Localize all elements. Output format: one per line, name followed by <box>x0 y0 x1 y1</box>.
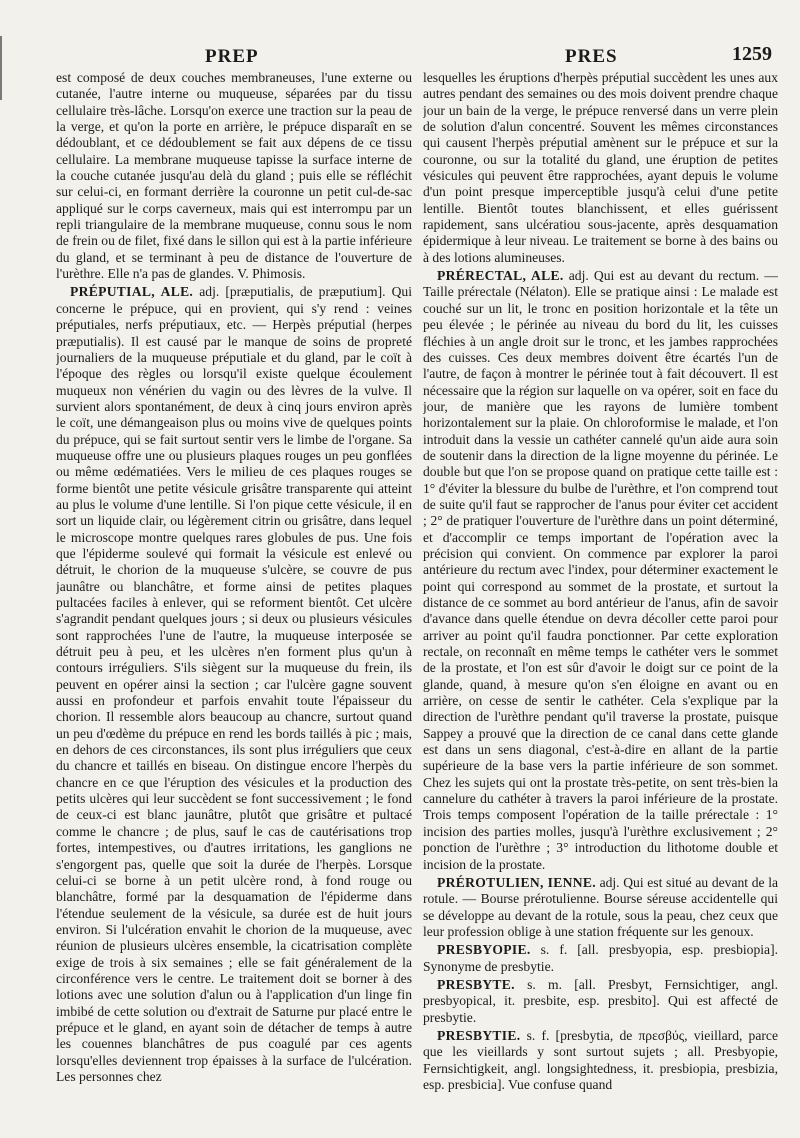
left-column <box>56 70 412 1130</box>
entry-text: adj. [præputialis, de præputium]. Qui concerne le prépuce, qui en provient, qui s'y rend : veines préputiales, nerfs préputiaux, etc. — Herpès préputial (herpes præputialis). Il est causé par le manque de soins de propreté journaliers de la muqueuse préputiale et du gland, par le coït à l'époque des règles ou lorsqu'il existe quelque écoulement muqueux non vénérien du vagin ou des lèvres de la vulve. Il survient alors spontanément, de deux à cinq jours environ après le coït, une démangeaison plus ou moins vive de quelques points du prépuce, qui se fait surtout sentir vers le limbe de l'organe. Sa muqueuse offre une ou plusieurs plaques rouges un peu gonflées ou même œdématiées. Vers le milieu de ces plaques rouges se forme bientôt une petite vésicule grisâtre transparente qui atteint au plus le volume d'une lentille. Si l'on pique cette vésicule, il en sort un liquide clair, ou légèrement citrin ou grisâtre, dans lequel le microscope montre quelques rares globules de pus. Une fois que l'épiderme soulevé qui formait la vésicule est enlevé ou détruit, le chorion de la muqueuse s'ulcère, se couvre de pus jaunâtre ou blanchâtre, et forme ainsi de petites plaques pultacées faciles à enlever, qui se reforment bientôt. Cet ulcère s'agrandit pendant quelques jours ; si deux ou plusieurs vésicules sont rapprochées l'une de l'autre, la muqueuse interposée se détruit peu à peu, et les ulcères n'en forment plus qu'un à contours irréguliers. S'ils siègent sur la muqueuse du frein, ils peuvent en opérer ainsi la section ; car l'ulcère gagne souvent aussi en profondeur et parfois envahit toute l'épaisseur du chorion. Il ressemble alors beaucoup au chancre, surtout quand un peu d'œdème du prépuce en rend les bords taillés à pic ; mais, en dehors de ces circonstances, ils sont plus irréguliers que ceux du chancre et taillés en biseau. On distingue encore l'herpès du chancre en ce que l'éruption des vésicules et la production des petits ulcères qui leur succèdent se font successivement ; le fond de ceux-ci est blanc jaunâtre, plutôt que grisâtre et pultacé comme le chancre ; de plus, sauf le cas de cautérisations trop fortes, intempestives, ou d'autres irritations, les ganglions ne s'engorgent pas, quelle que soit la durée de l'herpès. Lorsque celui-ci se borne à un petit ulcère rond, à fond rouge ou blanchâtre, formé par la desquamation de l'épiderme dans l'étendue seulement de la vésicule, sa durée est de huit jours environ. Si l'ulcération envahit le chorion de la muqueuse, avec réunion de plusieurs ulcères ensemble, la cicatrisation complète exige de trois à six semaines ; elle se fait généralement de la circonférence vers le centre. Le traitement doit se borner à des lotions avec une solution d'alun ou à l'application d'un linge fin imbibé de cette solution ou d'extrait de Saturne pur placé entre le prépuce et le gland, en ayant soin de détacher de temps à autre les couennes blanchâtres de pus coagulé par ces agents lorsqu'elles deviennent trop épaisses à la surface de l'ulcération. Les personnes chez <box>56 284 412 1084</box>
entry-headword: PRESBYTE. <box>437 976 515 992</box>
page-number: 1259 <box>732 43 772 65</box>
entry-text: adj. Qui est au devant du rectum. — Taille prérectale (Nélaton). Elle se pratique ainsi : Le malade est couché sur un lit, le tronc en position horizontale et la tête un peu élevée ; le périnée au niveau du bord du lit, les cuisses fléchies à un angle droit sur le tronc, et les jambes rapprochées des cuisses. Ces deux membres doivent être écartés l'un de l'autre, de façon à montrer le périnée tout à fait découvert. Il est nécessaire que la région sur laquelle on va opérer, soit en face du jour, de manière que les rayons de lumière tombent horizontalement sur la plaie. On chloroformise le malade, et l'on introduit dans la vessie un cathéter cannelé qu'un aide aura soin de soutenir dans la direction de la ligne moyenne du périnée. Le double but que l'on se propose quand on pratique cette taille est : 1° d'éviter la blessure du bulbe de l'urèthre, et l'on comprend tout de suite qu'il faut se rapprocher de l'anus pour éviter cet accident ; 2° de pratiquer l'ouverture de l'urèthre dans un point déterminé, et d'accomplir ce temps important de l'opération avec la précision qui convient. On commence par explorer la paroi antérieure du rectum avec l'index, pour déterminer exactement le point qui correspond au sommet de la prostate, et surtout la distance de ce sommet au bord antérieur de l'anus, afin de savoir d'avance dans quelle étendue on devra décoller cette paroi pour arriver au point qu'il faudra ponctionner. Par cette exploration rectale, on reconnaît en même temps le cathéter vers le sommet de la prostate, et l'on est sûr d'avoir le doigt sur ce point de la glande, quand, à mesure qu'on s'en éloigne en avant ou en arrière, on cesse de sentir le cathéter. Cela s'explique par la direction de l'urèthre pendant qu'il traverse la prostate, puisque Sappey a prouvé que la direction de ce canal dans cette glande est dans un sens diagonal, c'est-à-dire en allant de la partie supérieure de la base vers la partie inférieure de son sommet. Chez les sujets qui ont la prostate très-petite, on sent très-bien la cannelure du cathéter à travers la paroi inférieure de la prostate. Trois temps composent l'opération de la taille prérectale : 1° incision des parties molles, jusqu'à l'urèthre exclusivement ; 2° ponction de l'urèthre ; 3° introduction du lithotome double et incision de la prostate. <box>423 268 778 872</box>
paragraph-text: lesquelles les éruptions d'herpès préputial succèdent les unes aux autres pendant des semaines ou des mois doivent prendre chaque jour un bain de la verge, le prépuce renversé dans un verre plein de solution d'alun concentré. Souvent les mêmes circonstances qui causent l'herpès préputial amènent sur le prépuce et sur la couronne, ou sur la totalité du gland, une éruption de petites vésicules qui peuvent être rapprochées, ayant depuis le volume d'un point presque imperceptible jusqu'à celui d'une petite lentille. Bientôt toutes blanchissent, et elles guérissent rapidement, sans ulcératiou sous-jacente, après desquamation épidermique à leur niveau. Le traitement se borne à des bains ou à des lotions alumineuses. <box>423 70 778 265</box>
right-column <box>423 70 778 1130</box>
entry-headword: PRÉROTULIEN, IENNE. <box>437 874 596 890</box>
entry-text: adj. Qui est situé au devant de la rotule. — Bourse prérotulienne. Bourse séreuse accidentelle qui se développe au devant de la rotule, sous la peau, chez ceux que leur profession oblige à une station fréquente sur les genoux. <box>423 874 778 939</box>
page-edge-mark <box>0 36 2 100</box>
dictionary-entry <box>423 977 778 1026</box>
continuation-paragraph <box>423 70 778 266</box>
dictionary-entry <box>423 875 778 940</box>
entry-headword: PRESBYOPIE. <box>437 942 531 958</box>
entry-headword: PRESBYTIE. <box>437 1027 521 1043</box>
running-head-right: PRES <box>565 46 618 67</box>
dictionary-entry <box>423 1028 778 1093</box>
dictionary-entry <box>423 268 778 873</box>
dictionary-entry <box>423 942 778 975</box>
entry-headword: PRÉRECTAL, ALE. <box>437 268 564 284</box>
dictionary-entry <box>56 284 412 1085</box>
entry-headword: PRÉPUTIAL, ALE. <box>70 284 194 300</box>
paragraph-text: est composé de deux couches membraneuses, l'une externe ou cutanée, l'autre interne ou muqueuse, séparées par du tissu cellulaire très-lâche. Lorsqu'on exerce une traction sur la peau de la verge, et qu'on la porte en arrière, le prépuce disparaît en se dédoublant, et ce dédoublement se fait aux dépens de ce tissu cellulaire. La membrane muqueuse tapisse la surface interne de la couche cutanée jusqu'au delà du gland ; puis elle se réfléchit sur celui-ci, en formant derrière la couronne un petit cul-de-sac appliqué sur le corps caverneux, mais qui est interrompu par un repli triangulaire de la membrane muqueuse, connu sous le nom de frein ou de filet, fixé dans le sillon qui est à la partie inférieure du gland, et se terminant à peu de distance de l'ouverture de l'urèthre. Elle n'a pas de glandes. V. Phimosis. <box>56 70 412 282</box>
entry-text: s. f. [all. presbyopia, esp. presbiopia]. Synonyme de presbytie. <box>423 942 778 974</box>
running-head-left: PREP <box>205 46 259 67</box>
entry-text: s. m. [all. Presbyt, Fernsichtiger, angl. presbyopical, it. presbite, esp. presbito]. Qui est affecté de presbytie. <box>423 976 778 1025</box>
continuation-paragraph <box>56 70 412 282</box>
entry-text: s. f. [presbytia, de πρεσβύς, vieillard, parce que les vieillards y sont surtout sujets ; all. Presbyopie, Fernsichtigkeit, angl. longsightedness, it. presbiopia, presbizia, esp. presbicia]. Vue confuse quand <box>423 1027 778 1092</box>
